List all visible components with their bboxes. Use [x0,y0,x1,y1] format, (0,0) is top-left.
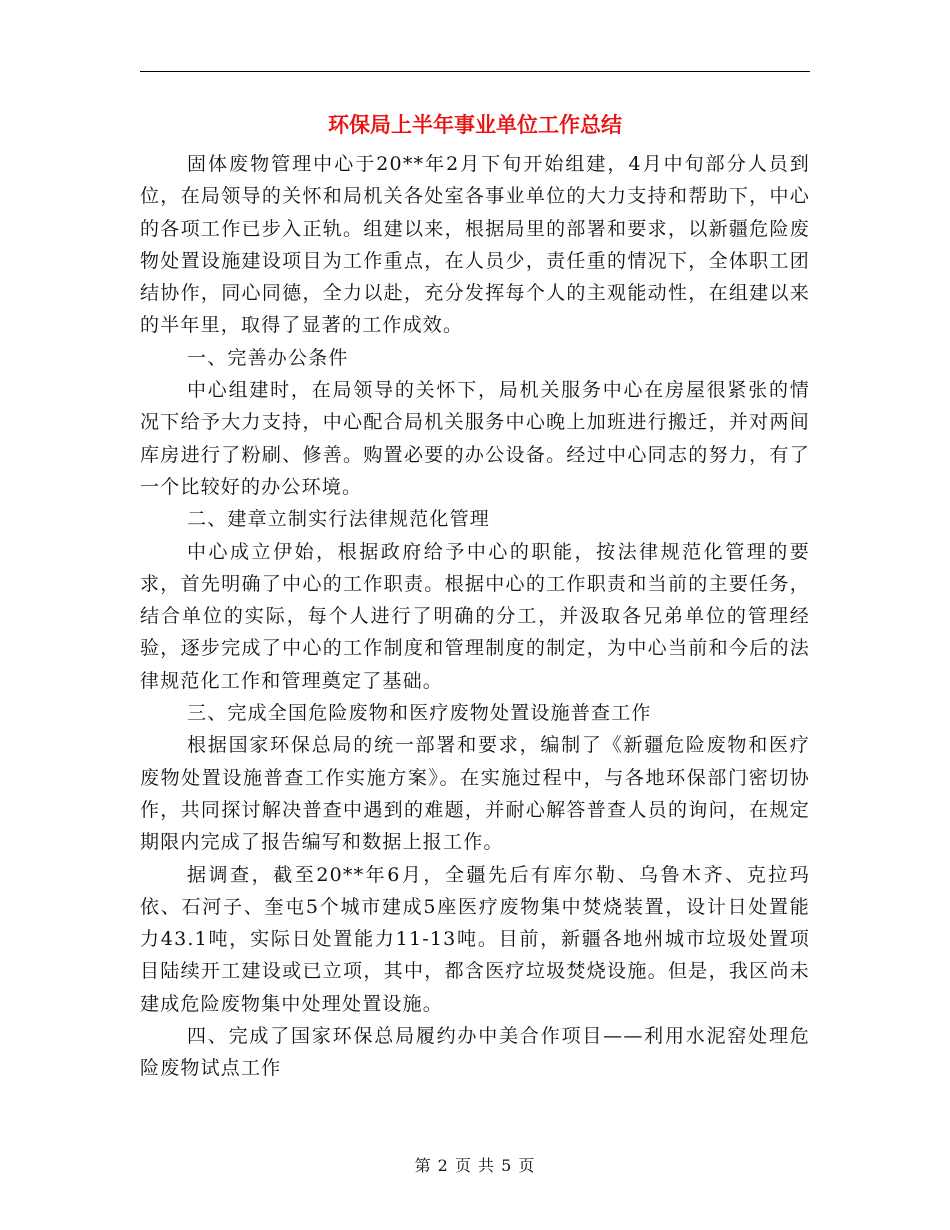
section-heading: 三、完成全国危险废物和医疗废物处置设施普查工作 [187,702,652,725]
body-paragraph: 据调查，截至20**年6月，全疆先后有库尔勒、乌鲁木齐、克拉玛依、石河子、奎屯5个城市建成5座医疗废物集中焚烧装置，设计日处置能力43.1吨，实际日处置能力11-13吨。目前，新疆各地州城市垃圾处置项目陆续开工建设或已立项，其中，都含医疗垃圾焚烧设施。但是，我区尚未建成危险废物集中处理处置设施。 [140,863,810,1015]
document-body [140,148,810,1085]
body-paragraph: 固体废物管理中心于20**年2月下旬开始组建，4月中旬部分人员到位，在局领导的关怀和局机关各处室各事业单位的大力支持和帮助下，中心的各项工作已步入正轨。组建以来，根据局里的部署和要求，以新疆危险废物处置设施建设项目为工作重点，在人员少，责任重的情况下，全体职工团结协作，同心同德，全力以赴，充分发挥每个人的主观能动性，在组建以来的半年里，取得了显著的工作成效。 [140,153,810,337]
body-paragraph: 中心组建时，在局领导的关怀下，局机关服务中心在房屋很紧张的情况下给予大力支持，中心配合局机关服务中心晚上加班进行搬迁，并对两间库房进行了粉刷、修善。购置必要的办公设备。经过中心同志的努力，有了一个比较好的办公环境。 [140,379,810,498]
body-paragraph: 四、完成了国家环保总局履约办中美合作项目——利用水泥窑处理危险废物试点工作 [140,1025,810,1080]
body-paragraph: 中心成立伊始，根据政府给予中心的职能，按法律规范化管理的要求，首先明确了中心的工作职责。根据中心的工作职责和当前的主要任务，结合单位的实际，每个人进行了明确的分工，并汲取各兄弟单位的管理经验，逐步完成了中心的工作制度和管理制度的制定，为中心当前和今后的法律规范化工作和管理奠定了基础。 [140,540,810,692]
body-paragraph: 根据国家环保总局的统一部署和要求，编制了《新疆危险废物和医疗废物处置设施普查工作实施方案》。在实施过程中，与各地环保部门密切协作，共同探讨解决普查中遇到的难题，并耐心解答普查人员的询问，在规定期限内完成了报告编写和数据上报工作。 [140,734,810,854]
page-footer: 第 2 页 共 5 页 [414,1156,536,1175]
section-heading: 一、完善办公条件 [187,346,349,369]
header-rule [140,71,810,72]
document-title: 环保局上半年事业单位工作总结 [328,113,622,137]
section-heading: 二、建章立制实行法律规范化管理 [187,508,491,531]
